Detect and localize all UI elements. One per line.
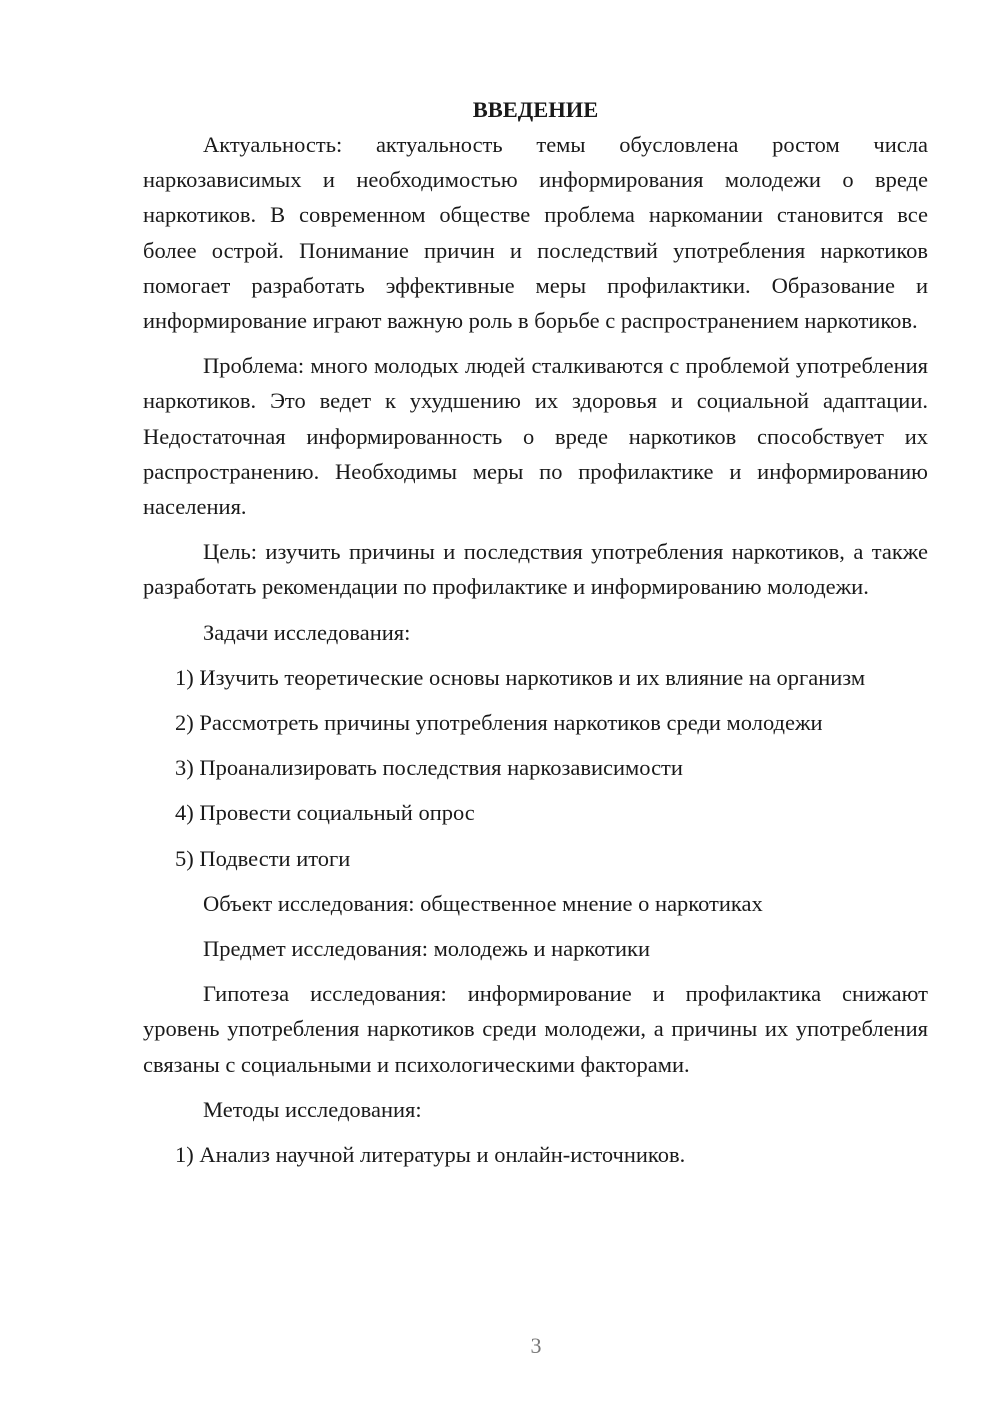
hypothesis-paragraph: Гипотеза исследования: информирование и профилактика снижают уровень употребления наркотиков среди молодежи, а причины их употребления связаны с социальными и психологическими факторами. [143,981,928,1077]
tasks-heading: Задачи исследования: [203,619,411,645]
research-subject: Предмет исследования: молодежь и наркотики [203,936,650,962]
research-object: Объект исследования: общественное мнение о наркотиках [203,890,763,916]
problem-paragraph: Проблема: много молодых людей сталкиваются с проблемой употребления наркотиков. Это ведет к ухудшению их здоровья и социальной адаптации. Недостаточная информированность о вреде наркотиков способствует их распространению. Необходимы меры по профилактике и информированию населения. [143,353,928,520]
relevance-paragraph: Актуальность: актуальность темы обусловлена ростом числа наркозависимых и необходимостью информирования молодежи о вреде наркотиков. В современном обществе проблема наркомании становится все более острой. Понимание причин и последствий употребления наркотиков помогает разработать эффективные меры профилактики. Образование и информирование играют важную роль в борьбе с распространением наркотиков. [143,132,928,334]
method-item: 1) Анализ научной литературы и онлайн-источников. [175,1142,686,1168]
task-item: 2) Рассмотреть причины употребления наркотиков среди молодежи [175,710,823,736]
task-item: 4) Провести социальный опрос [175,800,475,826]
page-number: 3 [530,1333,542,1358]
task-item: 1) Изучить теоретические основы наркотиков и их влияние на организм [175,664,866,690]
goal-paragraph: Цель: изучить причины и последствия употребления наркотиков, а также разработать рекомендации по профилактике и информированию молодежи. [143,539,928,600]
methods-heading: Методы исследования: [203,1096,422,1122]
task-item: 3) Проанализировать последствия наркозависимости [175,755,683,781]
page-title: ВВЕДЕНИЕ [472,97,599,122]
task-item: 5) Подвести итоги [175,845,351,871]
document-body [143,92,928,1182]
